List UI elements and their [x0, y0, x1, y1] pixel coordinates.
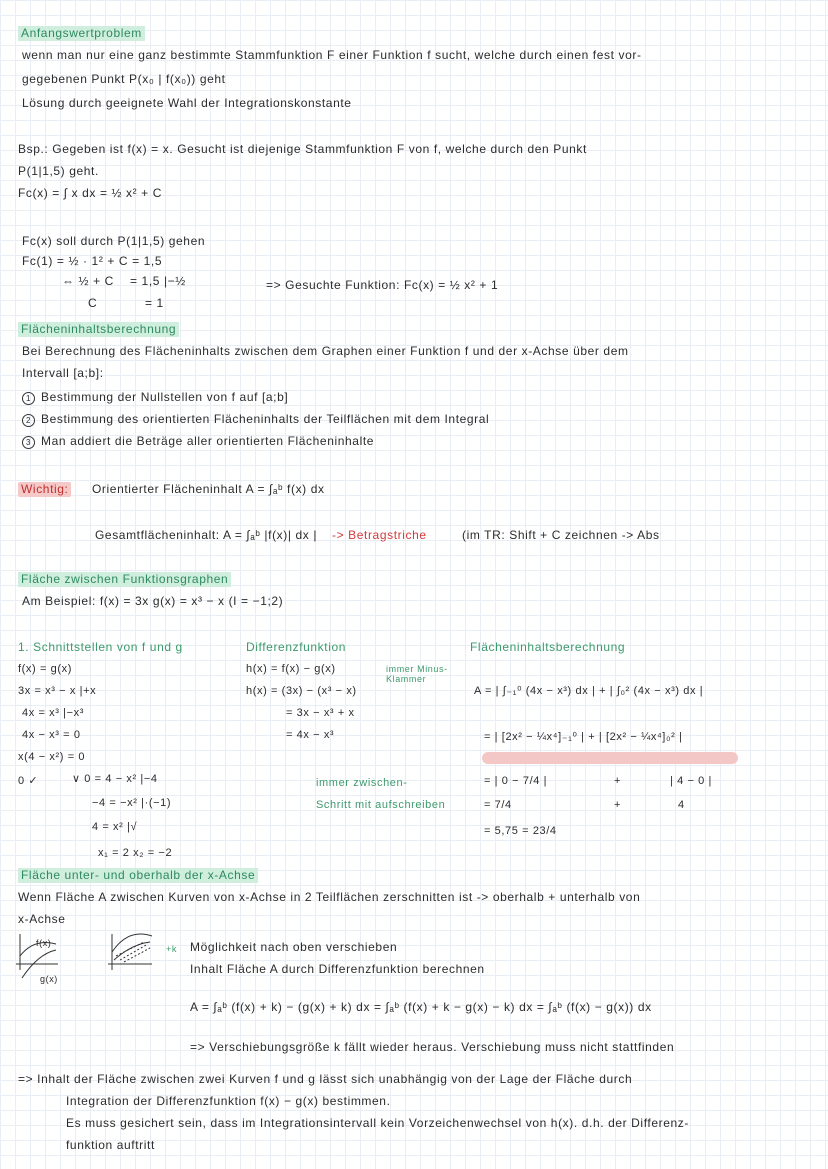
- example-line: Am Beispiel: f(x) = 3x g(x) = x³ − x (I = −1;2): [22, 594, 284, 608]
- conclusion: Es muss gesichert sein, dass im Integrationsintervall kein Vorzeichenwechsel von h(x). d.h. der Differenz-: [66, 1116, 689, 1130]
- step-item: 1 Bestimmung der Nullstellen von f auf [a;b]: [22, 390, 288, 405]
- example-line: Bsp.: Gegeben ist f(x) = x. Gesucht ist diejenige Stammfunktion F von f, welche durch den Punkt: [18, 142, 587, 156]
- col3-line: = 7/4: [484, 799, 512, 811]
- col1-line: 4x = x³ |−x³: [22, 707, 85, 719]
- col1-line: −4 = −x² |·(−1): [92, 797, 172, 809]
- col2-note: immer zwischen-: [316, 777, 408, 789]
- example-step: = 1: [145, 296, 164, 310]
- text-line: x-Achse: [18, 912, 66, 926]
- text-line: Intervall [a;b]:: [22, 366, 104, 380]
- example-step: ⇔ ½ + C: [62, 274, 114, 288]
- col2-note: Schritt mit aufschreiben: [316, 799, 446, 811]
- col2-heading: Differenzfunktion: [246, 640, 347, 654]
- col3-line: +: [614, 775, 622, 787]
- text-line: Lösung durch geeignete Wahl der Integrationskonstante: [22, 96, 352, 110]
- wichtig-label: Wichtig:: [18, 482, 71, 497]
- gesamt-arrow: -> Betragstriche: [332, 528, 427, 542]
- col1-line: 4x − x³ = 0: [22, 729, 81, 741]
- col3-line: = | 0 − 7/4 |: [484, 775, 548, 787]
- col1-line: x₁ = 2 x₂ = −2: [98, 847, 173, 859]
- text-line: Bei Berechnung des Flächeninhalts zwischen dem Graphen einer Funktion f und der x-Achse über dem: [22, 344, 629, 358]
- col3-line: = 5,75 = 23/4: [484, 825, 557, 837]
- example-step: = 1,5 |−½: [130, 274, 186, 288]
- heading-flaecheninhalt: Flächeninhaltsberechnung: [18, 322, 179, 337]
- col3-line: A = | ∫₋₁⁰ (4x − x³) dx | + | ∫₀² (4x − x³) dx |: [474, 685, 704, 697]
- text-line: Möglichkeit nach oben verschieben: [190, 940, 398, 954]
- conclusion: => Inhalt der Fläche zwischen zwei Kurven f und g lässt sich unabhängig von der Lage der Fläche durch: [18, 1072, 633, 1086]
- sketch-g: g(x): [40, 974, 58, 984]
- step-item: 3 Man addiert die Beträge aller orientierten Flächeninhalte: [22, 434, 374, 449]
- example-line: P(1|1,5) geht.: [18, 164, 99, 178]
- col2-line: h(x) = f(x) − g(x): [246, 663, 336, 675]
- formula: A = ∫ₐᵇ (f(x) + k) − (g(x) + k) dx = ∫ₐᵇ (f(x) + k − g(x) − k) dx = ∫ₐᵇ (f(x) − g(x)) dx: [190, 1000, 652, 1014]
- col3-line: = | [2x² − ¼x⁴]₋₁⁰ | + | [2x² − ¼x⁴]₀² |: [484, 731, 683, 743]
- step-item: 2 Bestimmung des orientierten Flächeninhalts der Teilflächen mit dem Integral: [22, 412, 489, 427]
- conclusion: funktion auftritt: [66, 1138, 155, 1152]
- col1-line: x(4 − x²) = 0: [18, 751, 86, 763]
- text-line: gegebenen Punkt P(x₀ | f(x₀)) geht: [22, 72, 226, 86]
- heading-unter-oberhalb: Fläche unter- und oberhalb der x-Achse: [18, 868, 258, 883]
- heading-zwischen-graphen: Fläche zwischen Funktionsgraphen: [18, 572, 231, 587]
- col1-line: f(x) = g(x): [18, 663, 72, 675]
- sketch-f: f(x): [36, 938, 52, 948]
- col1-heading: 1. Schnittstellen von f und g: [18, 640, 183, 654]
- col2-line: = 4x − x³: [286, 729, 335, 741]
- text-line: wenn man nur eine ganz bestimmte Stammfunktion F einer Funktion f sucht, welche durch einen fest vor-: [22, 48, 642, 62]
- col2-line: h(x) = (3x) − (x³ − x): [246, 685, 357, 697]
- col1-line: 4 = x² |√: [92, 821, 138, 833]
- heading-anfangswertproblem: Anfangswertproblem: [18, 26, 145, 41]
- example-line: Fc(x) soll durch P(1|1,5) gehen: [22, 234, 206, 248]
- conclusion: Integration der Differenzfunktion f(x) − g(x) bestimmen.: [66, 1094, 391, 1108]
- example-line: Fc(1) = ½ · 1² + C = 1,5: [22, 254, 163, 268]
- gesamt-text: Gesamtflächeninhalt: A = ∫ₐᵇ |f(x)| dx |: [95, 528, 318, 542]
- col2-note: immer Minus-Klammer: [386, 664, 448, 684]
- col1-line: 0 ✓: [18, 775, 39, 787]
- text-line: Wenn Fläche A zwischen Kurven von x-Achse in 2 Teilflächen zerschnitten ist -> oberhalb + unterhalb von: [18, 890, 641, 904]
- example-step: C: [88, 296, 98, 310]
- example-result: => Gesuchte Funktion: Fc(x) = ½ x² + 1: [266, 278, 499, 292]
- col2-line: = 3x − x³ + x: [286, 707, 355, 719]
- col1-line: 3x = x³ − x |+x: [18, 685, 97, 697]
- col1-line: ∨ 0 = 4 − x² |−4: [72, 773, 158, 785]
- col3-line: 4: [678, 799, 685, 811]
- text-line: => Verschiebungsgröße k fällt wieder heraus. Verschiebung muss nicht stattfinden: [190, 1040, 675, 1054]
- col3-line: +: [614, 799, 622, 811]
- col3-heading: Flächeninhaltsberechnung: [470, 640, 626, 654]
- gesamt-tr: (im TR: Shift + C zeichnen -> Abs: [462, 528, 660, 542]
- col3-line: | 4 − 0 |: [670, 775, 712, 787]
- sketch-k: +k: [166, 944, 177, 954]
- wichtig-text: Orientierter Flächeninhalt A = ∫ₐᵇ f(x) dx: [92, 482, 325, 496]
- example-formula: Fc(x) = ∫ x dx = ½ x² + C: [18, 186, 162, 200]
- text-line: Inhalt Fläche A durch Differenzfunktion berechnen: [190, 962, 485, 976]
